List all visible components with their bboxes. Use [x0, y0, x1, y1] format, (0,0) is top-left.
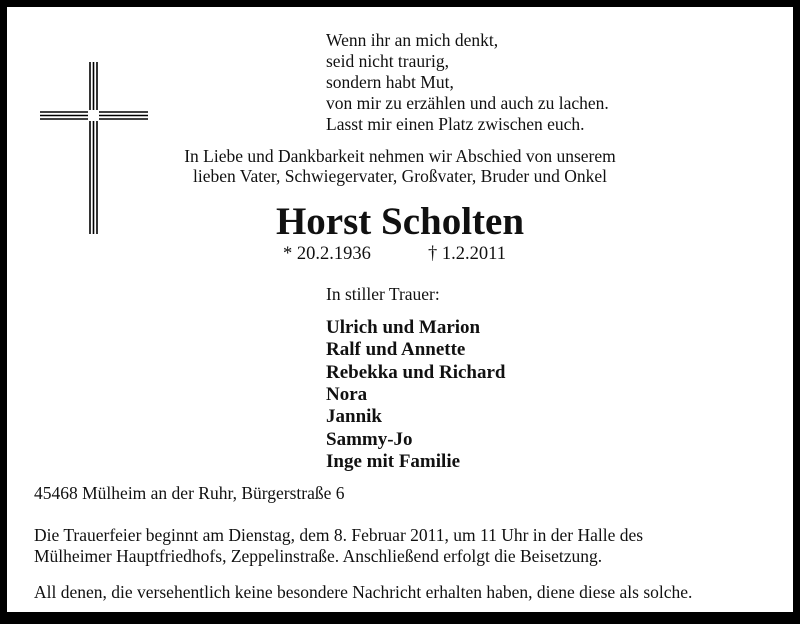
mourner: Ulrich und Marion [326, 317, 481, 338]
deceased-name: Horst Scholten [275, 200, 525, 243]
poem-line: Wenn ihr an mich denkt, [326, 30, 499, 50]
address: 45468 Mülheim an der Ruhr, Bürgerstraße 6 [34, 483, 345, 503]
poem-line: Lasst mir einen Platz zwischen euch. [326, 114, 585, 134]
poem-line: von mir zu erzählen und auch zu lachen. [326, 93, 609, 113]
mourner: Inge mit Familie [326, 451, 461, 472]
ceremony-line: Die Trauerfeier beginnt am Dienstag, dem 8. Februar 2011, um 11 Uhr in der Halle des [34, 525, 644, 545]
death-date: † 1.2.2011 [428, 244, 506, 264]
intro-line: In Liebe und Dankbarkeit nehmen wir Abschied von unserem [184, 146, 616, 166]
mourning-label: In stiller Trauer: [326, 284, 440, 304]
poem-line: seid nicht traurig, [326, 51, 449, 71]
mourner: Ralf und Annette [326, 339, 466, 360]
ceremony-line: Mülheimer Hauptfriedhofs, Zeppelinstraße. Anschließend erfolgt die Beisetzung. [34, 546, 603, 566]
mourner: Jannik [326, 406, 382, 427]
mourner: Rebekka und Richard [326, 362, 506, 383]
birth-date: * 20.2.1936 [283, 244, 371, 264]
intro-line: lieben Vater, Schwiegervater, Großvater, Bruder und Onkel [192, 166, 608, 186]
poem-line: sondern habt Mut, [326, 72, 454, 92]
mourner: Sammy-Jo [326, 429, 413, 450]
closing-note: All denen, die versehentlich keine besondere Nachricht erhalten haben, diene diese als solche. [34, 582, 693, 602]
mourner: Nora [326, 384, 368, 405]
